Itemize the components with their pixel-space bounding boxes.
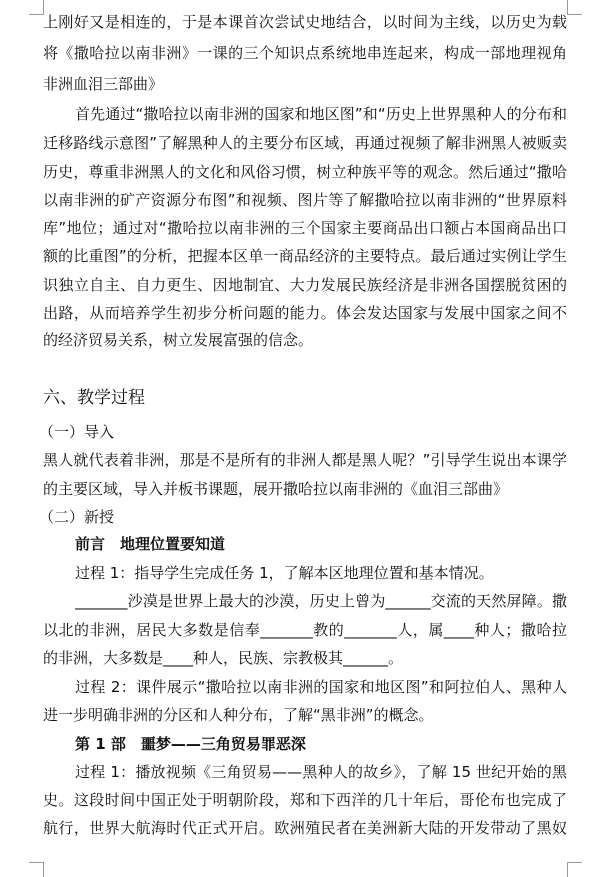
text-line: _______沙漠是世界上最大的沙漠，历史上曾为______交流的天然屏障。撒 [75,592,567,610]
text-line: 历史，尊重非洲黑人的文化和风俗习惯，树立种族平等的观念。然后通过“撒哈 [43,163,567,181]
text-line: 史。这段时间中国正处于明朝阶段，郑和下西洋的几十年后，哥伦布也完成了 [43,791,567,809]
text-line: （二）新授 [39,508,115,526]
page-corner-mark-bottom-right [567,862,582,877]
text-line: 识独立自主、自力更生、因地制宜、大力发展民族经济是非洲各国摆脱贫困的 [43,276,567,294]
text-line: （一）导入 [39,423,115,441]
text-line: 非洲血泪三部曲》 [43,75,164,93]
text-line: 以南非洲的矿产资源分布图”和视频、图片等了解撒哈拉以南非洲的“世界原料 [43,191,567,209]
text-line: 的非洲，大多数是____种人，民族、宗教极其______。 [43,649,404,667]
text-line: 出路，从而培养学生初步分析问题的能力。体会发达国家与发展中国家之间不 [43,304,567,322]
section-heading: 六、教学过程 [43,388,145,408]
text-line: 的经济贸易关系，树立发展富强的信念。 [43,331,314,349]
text-line: 迁移路线示意图”了解黑种人的主要分布区域，再通过视频了解非洲黑人被贩卖 [43,134,567,152]
text-line: 过程 2：课件展示“撒哈拉以南非洲的国家和地区图”和阿拉伯人、黑种人 [75,678,567,696]
subsection-heading: 第 1 部 噩梦——三角贸易罪恶深 [75,735,306,753]
text-line: 将《撒哈拉以南非洲》一课的三个知识点系统地串连起来，构成一部地理视角 [43,44,567,62]
subsection-heading: 前言 地理位置要知道 [75,535,226,553]
text-line: 的主要区域，导入并板书课题，展开撒哈拉以南非洲的《血泪三部曲》 [43,480,509,498]
page-corner-mark-bottom-left [29,862,44,877]
text-line: 航行，世界大航海时代正式开启。欧洲殖民者在美洲新大陆的开发带动了黑奴 [43,819,567,837]
text-line: 以北的非洲，居民大多数是信奉_______教的_______人，属____种人；撒哈拉 [43,621,567,639]
text-line: 过程 1：播放视频《三角贸易——黑种人的故乡》，了解 15 世纪开始的黑 [75,763,567,781]
page-corner-mark-top-right [567,0,582,15]
page-corner-mark-top-left [29,0,44,15]
text-line: 库”地位；通过对“撒哈拉以南非洲的三个国家主要商品出口额占本国商品出口 [43,219,567,237]
text-line: 过程 1：指导学生完成任务 1，了解本区地理位置和基本情况。 [75,564,494,582]
text-line: 首先通过“撒哈拉以南非洲的国家和地区图”和“历史上世界黑种人的分布和 [75,105,567,123]
text-line: 上刚好又是相连的，于是本课首次尝试史地结合，以时间为主线，以历史为载 [43,13,567,31]
text-line: 额的比重图”的分析，把握本区单一商品经济的主要特点。最后通过实例让学生 [43,247,567,265]
text-line: 进一步明确非洲的分区和人种分布，了解“黑非洲”的概念。 [43,706,434,724]
text-line: 黑人就代表着非洲，那是不是所有的非洲人都是黑人呢？”引导学生说出本课学 [43,451,567,469]
